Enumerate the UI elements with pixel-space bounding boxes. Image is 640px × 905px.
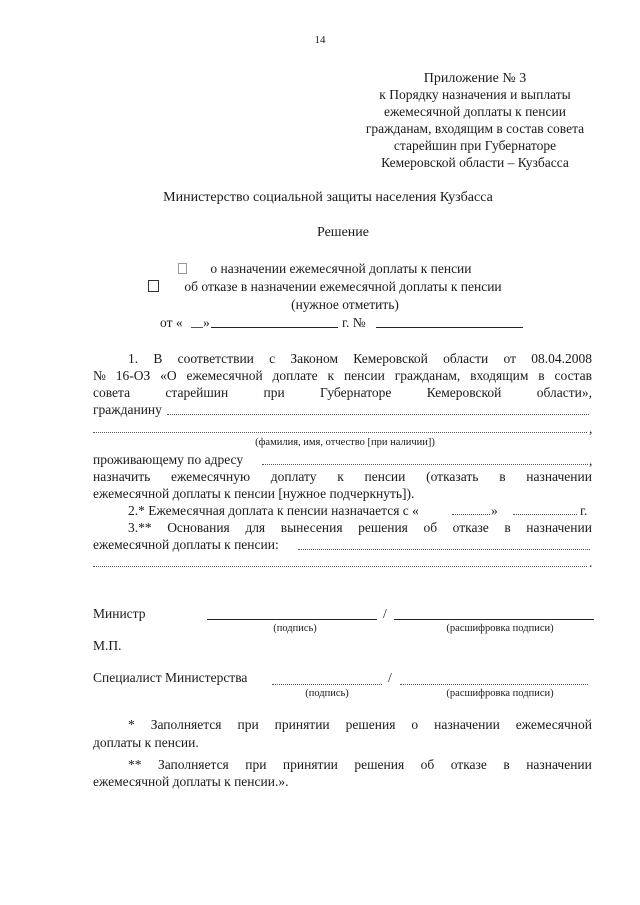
decode-caption: (расшифровка подписи) [446, 688, 554, 699]
para2-text: 2.* Ежемесячная доплата к пенсии назначается с « [128, 503, 419, 518]
word: для [245, 520, 266, 535]
address-label: проживающему по адресу [93, 452, 244, 467]
word: пенсии [364, 469, 406, 484]
word: при [263, 385, 285, 400]
word: ежемесячную [171, 469, 251, 484]
start-day-field[interactable] [452, 514, 490, 515]
word: № [93, 368, 106, 383]
word: к [337, 469, 344, 484]
word: * [128, 717, 135, 732]
appendix-line: Кемеровской области – Кузбасса [381, 155, 569, 170]
word: в [499, 469, 506, 484]
option-assign-label: о назначении ежемесячной доплаты к пенсии [210, 261, 472, 276]
word: соответствии [177, 351, 254, 366]
decode-caption: (расшифровка подписи) [446, 623, 554, 634]
word: назначении [434, 717, 500, 732]
word: Заполняется [150, 717, 222, 732]
document-title: Решение [316, 225, 369, 240]
comma: , [589, 421, 593, 436]
word: 3.** [128, 520, 152, 535]
word: состав [554, 368, 592, 383]
appendix-line: ежемесячной доплаты к пенсии [384, 104, 566, 119]
word: об [420, 757, 435, 772]
word: Заполняется [157, 757, 229, 772]
word: назначении [526, 757, 592, 772]
date-field[interactable] [211, 327, 338, 328]
option-refuse-label: об отказе в назначении ежемесячной доплаты к пенсии [184, 279, 502, 294]
stamp-label: М.П. [93, 638, 122, 653]
address-field[interactable] [262, 464, 588, 465]
signature-caption: (подпись) [273, 623, 317, 634]
specialist-decode-field[interactable] [400, 684, 588, 685]
start-date-field[interactable] [513, 514, 577, 515]
word: в [503, 757, 510, 772]
word: в [504, 520, 511, 535]
word: Кемеровской [353, 351, 428, 366]
word: 08.04.2008 [531, 351, 592, 366]
word: при [245, 757, 267, 772]
word: об [423, 520, 438, 535]
para3-line1 [128, 519, 592, 536]
appendix-line: старейшин при Губернаторе [393, 138, 557, 153]
citizen-field[interactable] [167, 414, 589, 415]
word: Законом [290, 351, 338, 366]
word: ** [128, 757, 142, 772]
word: с [269, 351, 276, 366]
comma: , [589, 453, 593, 468]
word: доплате [272, 368, 318, 383]
assign-end: ежемесячной доплаты к пенсии [нужное подчеркнуть]). [93, 486, 415, 501]
word: (отказать [426, 469, 479, 484]
period: . [589, 555, 593, 570]
word: Кемеровской [426, 385, 502, 400]
word: отказе [452, 520, 489, 535]
footnote-1-line1 [128, 716, 592, 733]
word: отказе [450, 757, 487, 772]
word: ежемесячной [515, 717, 592, 732]
word: 16-ОЗ [115, 368, 151, 383]
citizen-field-2[interactable] [93, 432, 587, 433]
option-assign-row[interactable] [178, 260, 472, 277]
footnote-2-line1 [128, 756, 592, 773]
appendix-title: Приложение № 3 [423, 71, 527, 86]
word: решения [358, 520, 408, 535]
quote-close: » [491, 503, 498, 518]
word: к [327, 368, 335, 383]
fio-caption: (фамилия, имя, отчество [при наличии]) [255, 437, 435, 448]
reason-field[interactable] [298, 549, 590, 550]
para1-line1 [128, 350, 592, 367]
date-open: от « [160, 315, 183, 330]
word: принятии [282, 757, 338, 772]
word: от [503, 351, 516, 366]
para1-line3 [93, 384, 592, 401]
word: при [237, 717, 259, 732]
word: В [153, 351, 163, 366]
word: области [443, 351, 489, 366]
number-label: г. № [342, 315, 366, 330]
footnote-1-end: доплаты к пенсии. [93, 735, 199, 750]
word: доплату [270, 469, 317, 484]
word: старейшин [165, 385, 229, 400]
assign-line [93, 468, 592, 485]
word: Основания [167, 520, 230, 535]
checkbox-icon[interactable] [148, 280, 159, 292]
word: области», [536, 385, 592, 400]
specialist-label: Специалист Министерства [93, 670, 248, 685]
word: решения [345, 717, 396, 732]
word: в [538, 368, 545, 383]
citizen-label: гражданину [93, 402, 162, 417]
word: гражданам, [394, 368, 461, 383]
specialist-signature-field[interactable] [272, 684, 382, 685]
word: решения [354, 757, 405, 772]
page-number: 14 [314, 34, 326, 46]
year-label: г. [580, 503, 588, 518]
word: «О [160, 368, 177, 383]
word: Губернаторе [320, 385, 392, 400]
number-field[interactable] [376, 327, 523, 328]
minister-signature-field[interactable] [207, 619, 377, 620]
minister-decode-field[interactable] [394, 619, 594, 620]
ministry-name: Министерство социальной защиты населения Кузбасса [163, 190, 493, 205]
word: совета [93, 385, 131, 400]
minister-label: Министр [93, 606, 146, 621]
option-refuse-row[interactable] [148, 278, 502, 295]
word: принятии [274, 717, 330, 732]
word: ежемесячной [186, 368, 263, 383]
slash: / [383, 606, 387, 621]
date-close: » [203, 315, 210, 330]
word: назначении [526, 469, 592, 484]
footnote-2-end: ежемесячной доплаты к пенсии.». [93, 774, 289, 789]
reason-field-2[interactable] [93, 566, 587, 567]
options-note: (нужное отметить) [291, 297, 399, 312]
signature-caption: (подпись) [305, 688, 349, 699]
slash: / [388, 670, 392, 685]
para1-line2 [93, 367, 592, 384]
word: пенсии [343, 368, 385, 383]
word: входящим [470, 368, 529, 383]
appendix-line: гражданам, входящим в состав совета [365, 121, 585, 136]
word: вынесения [280, 520, 343, 535]
word: назначить [93, 469, 151, 484]
word: 1. [128, 351, 139, 366]
word: назначении [526, 520, 592, 535]
checkbox-icon[interactable] [178, 263, 187, 274]
appendix-line: к Порядку назначения и выплаты [379, 87, 571, 102]
para3-line2: ежемесячной доплаты к пенсии: [93, 537, 279, 552]
word: о [411, 717, 419, 732]
day-field[interactable] [191, 327, 203, 328]
